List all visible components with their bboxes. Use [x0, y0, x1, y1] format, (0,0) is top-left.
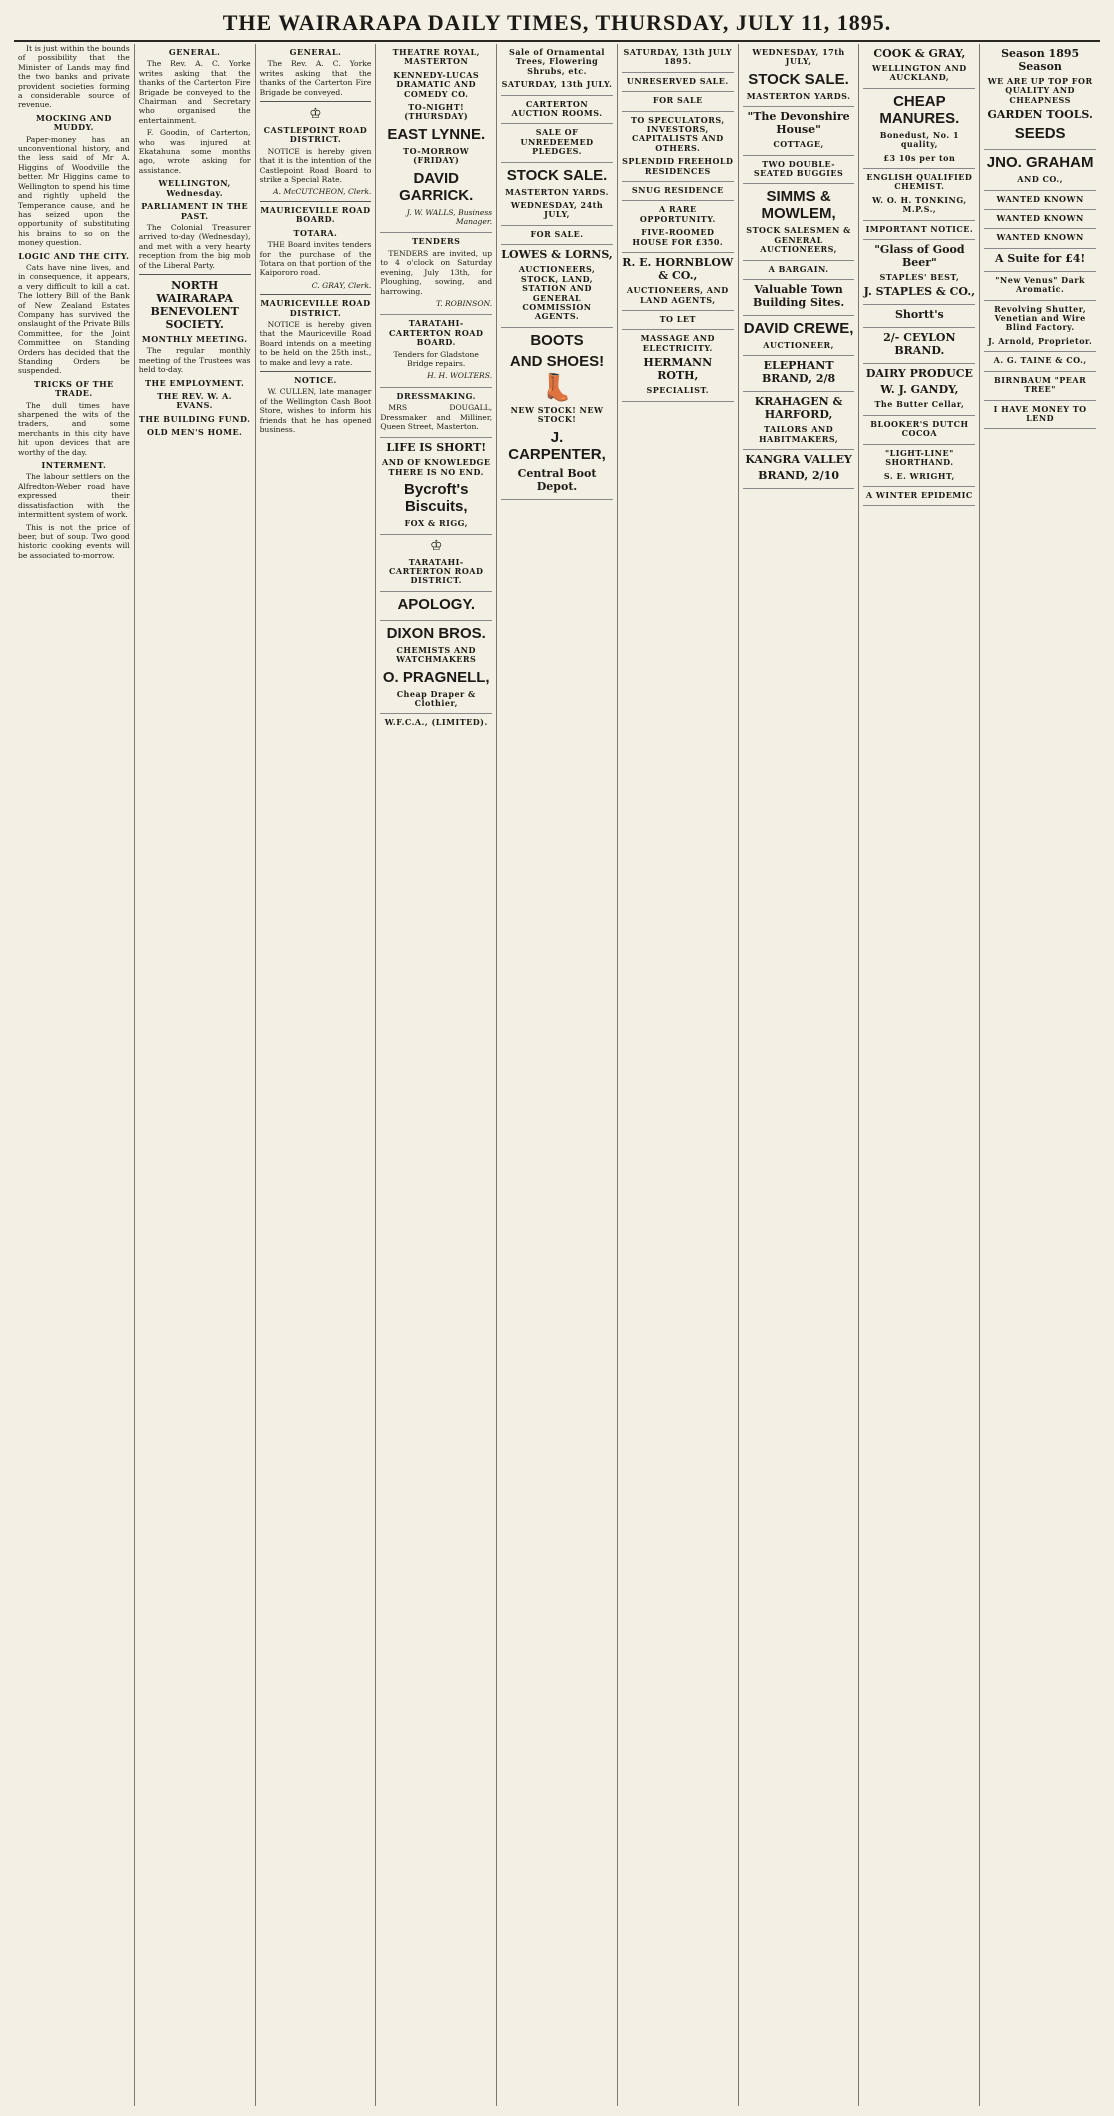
advert-heading: Revolving Shutter, Venetian and Wire Blind Factory. [994, 303, 1087, 333]
theatre-advert [380, 48, 492, 233]
advert-line: GARDEN TOOLS. [987, 108, 1093, 122]
advert-heading: "The Devonshire House" [747, 110, 850, 137]
advert-heading: ENGLISH QUALIFIED CHEMIST. [866, 172, 973, 192]
important-notice-advert [863, 225, 975, 240]
advert-subheading: AND SHOES! [509, 352, 605, 370]
advert-heading: ELEPHANT BRAND, 2/8 [761, 359, 836, 386]
article-paragraph: The dull times have sharpened the wits of the traders, and some merchants in this city have hit upon devices that are worthy of the day. [18, 400, 130, 457]
section-heading: THE BUILDING FUND. [138, 413, 251, 424]
advert-heading: DIXON BROS. [386, 624, 486, 642]
section-heading: TRICKS OF THE TRADE. [34, 378, 114, 399]
advert-subheading: AND OF KNOWLEDGE THERE IS NO END. [381, 457, 491, 477]
advert-subheading: STAPLES' BEST, [879, 272, 960, 283]
advert-subheading: W. J. GANDY, [880, 383, 959, 397]
divider [260, 294, 372, 295]
advert-heading: A RARE OPPORTUNITY. [639, 204, 716, 224]
advert-subheading: WE ARE UP TOP FOR QUALITY AND CHEAPNESS [987, 76, 1093, 105]
advert-heading: Shortt's [894, 308, 944, 322]
advert-date: WEDNESDAY, 17th JULY, [752, 47, 845, 67]
divider [260, 201, 372, 202]
stock-sale-advert [501, 167, 613, 226]
advert-heading: 2/- CEYLON BRAND. [883, 331, 956, 358]
notice-text: NOTICE is hereby given that the Mauriceville Road Board intends on a meeting to be held on the 25th inst., to make and levy a rate. [259, 319, 372, 367]
notice-signature: C. GRAY, Clerk. [311, 280, 372, 290]
advert-title: EAST LYNNE. [387, 125, 486, 143]
tea-advert [743, 453, 855, 489]
section-heading: INTERMENT. [41, 460, 107, 471]
advert-heading: I HAVE MONEY TO LEND [993, 403, 1087, 423]
advert-heading: SALE OF UNREDEEMED PLEDGES. [520, 127, 594, 157]
advert-brand: J. CARPENTER, [508, 428, 606, 463]
advert-heading: TO LET [659, 313, 696, 324]
notice-subheading: TOTARA. [293, 227, 338, 238]
buggies-advert [743, 160, 855, 185]
advert-heading: A Suite for £4! [995, 251, 1086, 265]
advert-subheading: W. O. H. TONKING, M.P.S., [872, 194, 967, 215]
massage-advert [622, 334, 734, 401]
advert-heading: SNUG RESIDENCE [631, 185, 724, 196]
advert-subheading: AUCTIONEER, [763, 340, 834, 351]
advert-heading: SATURDAY, 13th JULY 1895. [623, 47, 733, 67]
advert-line: TO-NIGHT! (THURSDAY) [404, 102, 469, 122]
advert-subheading: KENNEDY-LUCAS DRAMATIC AND COMEDY CO. [393, 69, 480, 99]
section-heading: WELLINGTON, Wednesday. [158, 178, 231, 198]
advert-heading: MASSAGE AND ELECTRICITY. [640, 333, 715, 353]
section-heading: GENERAL. [168, 47, 221, 57]
biscuits-advert [380, 441, 492, 534]
advert-subheading: TAILORS AND HABITMAKERS, [758, 424, 839, 444]
advert-heading: BOOTS [530, 331, 584, 349]
taine-advert [984, 356, 1096, 371]
article-paragraph: This is not the price of beer, but of soup. Two good historic cooking events will be associated to-morrow. [18, 522, 130, 560]
advert-subheading: Central Boot Depot. [517, 466, 597, 493]
advert-heading: THEATRE ROYAL, MASTERTON [392, 47, 480, 67]
advert-subheading: SPLENDID FREEHOLD RESIDENCES [622, 156, 734, 176]
column-4 [376, 44, 497, 2106]
advert-line: SEEDS [1014, 125, 1066, 143]
advert-heading: Sale of Ornamental Trees, Flowering Shrubs, etc. [509, 47, 605, 76]
advert-heading: TO SPECULATORS, INVESTORS, CAPITALISTS AND OTHERS. [630, 114, 725, 153]
shortts-advert [863, 308, 975, 328]
building-sites-advert [743, 283, 855, 316]
stock-sale-advert [743, 48, 855, 107]
beer-advert [863, 243, 975, 305]
notice-text: W. CULLEN, late manager of the Wellington Cash Boot Store, wishes to inform his friends that he has opened business. [259, 387, 372, 434]
advert-title: DAVID GARRICK. [399, 169, 474, 204]
shorthand-advert [863, 449, 975, 487]
advert-heading: LIFE IS SHORT! [386, 441, 487, 455]
notice-text: NOTICE is hereby given that it is the intention of the Castlepoint Road Board to strike a Special Rate. [259, 146, 372, 185]
for-sale-advert [622, 96, 734, 111]
road-district-advert [380, 538, 492, 592]
notice-heading: CASTLEPOINT ROAD DISTRICT. [263, 125, 368, 145]
article-paragraph: The regular monthly meeting of the Trustees was held to-day. [138, 346, 251, 375]
advert-heading: CHEAP MANURES. [879, 92, 960, 127]
wanted-advert [984, 233, 1096, 248]
boots-advert [501, 332, 613, 500]
crest-icon: ♔ [429, 537, 443, 554]
divider [139, 274, 251, 275]
advert-heading: LOWES & LORNS, [501, 248, 613, 262]
masthead [14, 10, 1100, 42]
advert-heading: "Glass of Good Beer" [874, 243, 965, 270]
advert-heading: SIMMS & MOWLEM, [761, 188, 836, 223]
advert-heading: STOCK SALE. [748, 70, 849, 88]
advert-heading: WANTED KNOWN [996, 213, 1084, 224]
column-1 [14, 44, 135, 2106]
notice-text: THE Board invites tenders for the purchase of the Totara on that portion of the Kaipororo road. [259, 240, 372, 278]
advert-heading: WANTED KNOWN [996, 232, 1084, 243]
speculators-advert [622, 116, 734, 182]
david-crewe-advert [743, 320, 855, 356]
advert-heading: DRESSMAKING. [396, 390, 476, 401]
advert-subheading: STOCK SALESMEN & GENERAL AUCTIONEERS, [746, 225, 851, 255]
suite-advert [984, 252, 1096, 272]
advert-subheading: SPECIALIST. [646, 385, 710, 396]
notice-heading: MAURICEVILLE ROAD BOARD. [260, 204, 371, 225]
advert-subheading: AND CO., [1017, 174, 1063, 185]
article-paragraph: The Rev. A. C. Yorke writes asking that the thanks of the Carterton Fire Brigade be conveyed. [259, 59, 372, 97]
tea-advert [743, 359, 855, 392]
advert-subheading: Cheap Draper & Clothier, [396, 688, 476, 709]
advert-heading: TENDERS [412, 236, 461, 247]
advert-subheading: COTTAGE, [773, 139, 824, 150]
advert-price: £3 10s per ton [883, 152, 956, 163]
advert-brand: J. STAPLES & CO., [863, 285, 976, 299]
auction-rooms-advert [501, 100, 613, 125]
dressmaking-advert [380, 392, 492, 439]
advert-subheading: Tenders for Gladstone Bridge repairs. [393, 349, 479, 368]
advert-heading: UNRESERVED SALE. [626, 75, 729, 86]
tobacco-advert [984, 276, 1096, 301]
advert-subheading: MASTERTON YARDS. [746, 90, 851, 101]
advert-heading: KANGRA VALLEY [745, 453, 852, 467]
advert-signature: J. W. WALLS, Business Manager. [406, 207, 493, 227]
column-2 [135, 44, 256, 2106]
wanted-advert [984, 214, 1096, 229]
advert-line: TO-MORROW (FRIDAY) [403, 145, 470, 166]
advert-signature: T. ROBINSON. [436, 298, 493, 308]
advert-heading: CARTERTON AUCTION ROOMS. [511, 98, 603, 119]
advert-heading: COOK & GRAY, [873, 47, 966, 60]
trees-sale-advert [501, 48, 613, 96]
shutter-advert [984, 305, 1096, 353]
column-7 [739, 44, 860, 2106]
advert-heading: KRAHAGEN & HARFORD, [754, 395, 843, 422]
advert-heading: "LIGHT-LINE" SHORTHAND. [884, 447, 954, 468]
advert-heading: R. E. HORNBLOW & CO., [622, 256, 734, 283]
wanted-advert [984, 195, 1096, 210]
advert-line: The Butter Cellar, [874, 399, 965, 410]
unreserved-sale-advert [622, 77, 734, 92]
notice-heading: NOTICE. [294, 374, 337, 385]
advert-line: Bonedust, No. 1 quality, [879, 129, 960, 150]
road-board-advert [380, 319, 492, 387]
advert-heading: BIRNBAUM "PEAR TREE" [994, 374, 1087, 395]
advert-heading: WANTED KNOWN [996, 193, 1084, 204]
for-sale-advert [501, 230, 613, 245]
simms-mowlem-advert [743, 188, 855, 260]
divider [260, 101, 372, 102]
advert-subheading: FIVE-ROOMED HOUSE FOR £350. [632, 227, 724, 247]
column-8 [859, 44, 980, 2106]
advert-heading: FOR SALE. [530, 228, 584, 239]
sale-date-advert [622, 48, 734, 73]
article-paragraph: The Colonial Treasurer arrived to-day (Wednesday), and met with a very hearty reception from the big mob of the Liberal Party. [138, 222, 251, 270]
section-heading: THE EMPLOYMENT. [145, 377, 245, 388]
section-heading: LOGIC AND THE CITY. [18, 250, 130, 261]
section-heading: THE REV. W. A. EVANS. [157, 390, 233, 411]
advert-heading: A. G. TAINE & CO., [993, 355, 1087, 366]
article-paragraph: Cats have nine lives, and in consequence, it appears, a very difficult to kill a cat. The lottery Bill of the Bank of New Zealand Estates Company has survived the onslaught of the Private Bills Committee, for the Joint Committee on Standing Orders has decided that the Standing Orders be suspended. [18, 262, 130, 376]
page-title: THE WAIRARAPA DAILY TIMES, THURSDAY, JULY 11, 1895. [222, 10, 892, 35]
advert-heading: DAIRY PRODUCE [865, 367, 973, 381]
advert-heading: TWO DOUBLE-SEATED BUGGIES [753, 158, 844, 179]
devonshire-advert [743, 110, 855, 155]
crest-icon: ♔ [309, 106, 322, 123]
advert-brand: Bycroft's Biscuits, [404, 481, 469, 516]
advert-line: NEW STOCK! NEW STOCK! [510, 404, 604, 425]
chemists-advert [380, 625, 492, 715]
section-subheading: MONTHLY MEETING. [141, 333, 248, 344]
article-paragraph: Paper-money has an unconventional history, and the less said of Mr A. Higgins of Woodville the better. Mr Higgins came to Wellington to spend his time and rightly upheld the Temperance cause, and he has seized upon the opportunity of substituting his brains to so on the money question. [18, 134, 130, 248]
advert-text: TENDERS are invited, up to 4 o'clock on Saturday evening, July 13th, for Ploughing, sowing, and harrowing. [380, 248, 493, 296]
advert-heading: Season 1895 Season [1001, 47, 1080, 73]
advert-heading: STOCK SALE. [506, 166, 608, 184]
advert-heading: Valuable Town Building Sites. [752, 283, 845, 310]
advert-heading: BLOOKER'S DUTCH COCOA [870, 418, 969, 439]
manures-advert [863, 93, 975, 169]
advert-heading: IMPORTANT NOTICE. [865, 223, 974, 234]
chemist-advert [863, 173, 975, 221]
advert-subheading: WELLINGTON AND AUCKLAND, [872, 63, 967, 83]
column-3 [256, 44, 377, 2106]
advert-heading: A WINTER EPIDEMIC [865, 489, 973, 500]
advert-heading: DAVID CREWE, [743, 320, 854, 338]
columns [14, 44, 1100, 2106]
graham-advert [984, 154, 1096, 190]
residence-advert [622, 186, 734, 201]
birnbaum-advert [984, 376, 1096, 401]
section-heading: GENERAL. [289, 47, 342, 57]
divider [260, 371, 372, 372]
advert-brand: O. PRAGNELL, [382, 668, 490, 686]
notice-heading: MAURICEVILLE ROAD DISTRICT. [260, 298, 371, 318]
apology-advert [380, 596, 492, 621]
ceylon-advert [863, 331, 975, 364]
advert-subheading: MASTERTON YARDS. [505, 186, 609, 197]
article-paragraph: F. Goodin, of Carterton, who was injured at Ekatahuna some months ago, wrote asking for assistance. [138, 128, 251, 175]
intro-paragraph: It is just within the bounds of possibility that the Minister of Lands may find the two banks and private provident societies forming a considerable source of revenue. [18, 44, 130, 110]
advert-heading: APOLOGY. [397, 595, 475, 613]
advert-subheading: J. Arnold, Proprietor. [987, 335, 1093, 346]
cocoa-advert [863, 420, 975, 445]
dairy-advert [863, 367, 975, 415]
boot-icon: 👢 [540, 372, 574, 403]
section-heading: OLD MEN'S HOME. [146, 427, 243, 438]
column-6 [618, 44, 739, 2106]
money-advert [984, 405, 1096, 430]
tenders-advert [380, 237, 492, 315]
epidemic-advert [863, 491, 975, 506]
advert-heading: A BARGAIN. [768, 263, 829, 274]
advert-text: MRS DOUGALL, Dressmaker and Milliner, Queen Street, Masterton. [380, 403, 493, 431]
cook-gray-advert [863, 47, 975, 89]
advert-heading: TARATAHI-CARTERTON ROAD BOARD. [389, 318, 484, 348]
column-9 [980, 44, 1100, 2106]
advert-subheading: BRAND, 2/10 [758, 469, 839, 483]
notice-signature: A. McCUTCHEON, Clerk. [273, 187, 372, 197]
advert-heading: JNO. GRAHAM [986, 154, 1094, 172]
hornblow-advert [622, 256, 734, 311]
season-advert [984, 47, 1096, 150]
bargain-advert [743, 265, 855, 280]
opportunity-advert [622, 205, 734, 253]
advert-subheading: CHEMISTS AND WATCHMAKERS [396, 644, 477, 665]
to-let-advert [622, 315, 734, 330]
advert-brand: HERMANN ROTH, [643, 356, 713, 383]
advert-signature: S. E. WRIGHT, [883, 470, 955, 481]
tailors-advert [743, 395, 855, 450]
advert-heading: W.F.C.A., (LIMITED). [384, 717, 488, 728]
pledges-advert [501, 128, 613, 162]
advert-date: SATURDAY, 13th JULY. [501, 79, 613, 90]
section-subheading: PARLIAMENT IN THE PAST. [141, 201, 249, 221]
section-heading: MOCKING AND MUDDY. [36, 112, 112, 133]
advert-heading: FOR SALE [652, 95, 703, 106]
advert-signature: H. H. WOLTERS. [427, 371, 493, 381]
article-paragraph: The Rev. A. C. Yorke writes asking that the thanks of the Carterton Fire Brigade be conveyed to the Chairman and Secretary who organised the entertainment. [138, 59, 251, 125]
article-paragraph: The labour settlers on the Alfredton-Weber road have expressed their dissatisfaction with the intermittent system of work. [18, 472, 130, 520]
advert-subheading: AUCTIONEERS, STOCK, LAND, STATION AND GENERAL COMMISSION AGENTS. [518, 264, 596, 322]
auctioneers-advert [501, 248, 613, 327]
advert-heading: TARATAHI-CARTERTON ROAD DISTRICT. [389, 556, 484, 586]
advert-subheading: AUCTIONEERS, AND LAND AGENTS, [626, 285, 729, 305]
advert-signature: FOX & RIGG, [404, 518, 469, 529]
column-5 [497, 44, 618, 2106]
section-heading: NORTH WAIRARAPA BENEVOLENT SOCIETY. [150, 278, 239, 331]
advert-heading: "New Venus" Dark Aromatic. [995, 274, 1086, 295]
advert-date: WEDNESDAY, 24th JULY, [510, 200, 604, 220]
